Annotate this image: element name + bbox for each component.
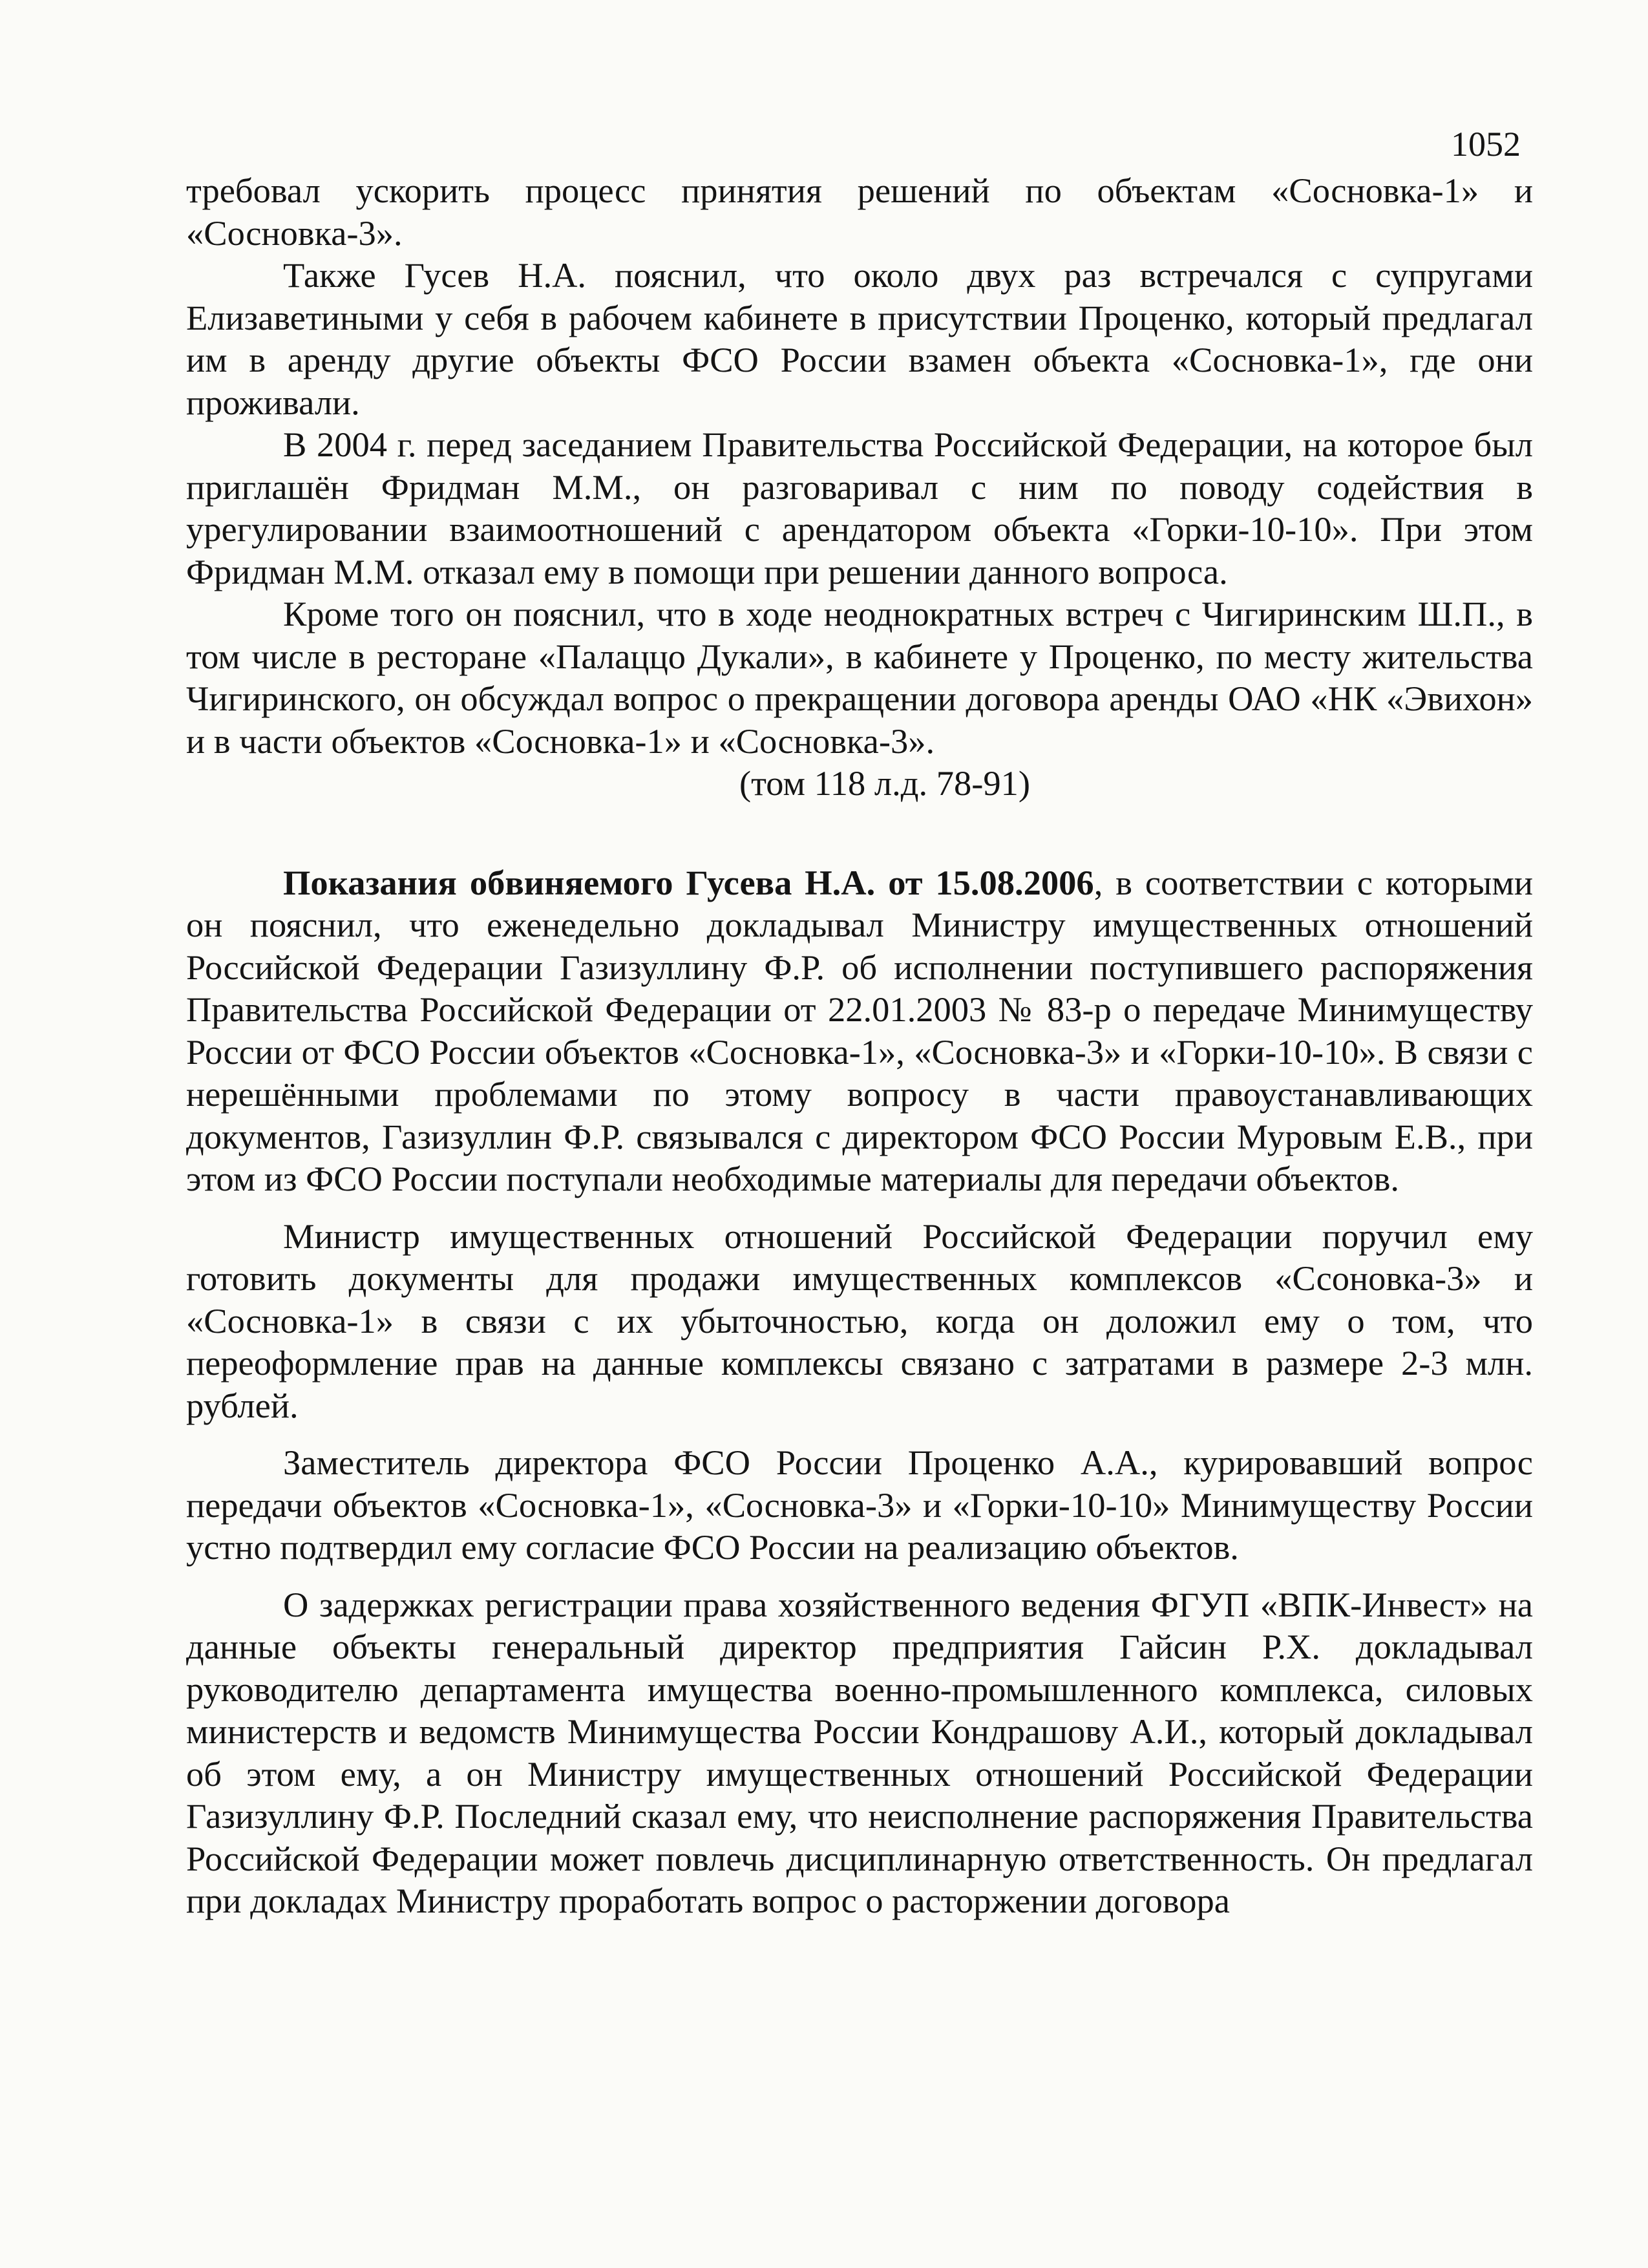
paragraph: Министр имущественных отношений Российской Федерации поручил ему готовить документы для продажи имущественных комплексов «Ссоновка-3» и «Сосновка-1» в связи с их убыточностью, когда он доложил ему о том, что переоформление прав на данные комплексы связано с затратами в размере 2-3 млн. рублей. <box>186 1216 1533 1425</box>
section-spacer <box>186 805 1533 847</box>
page-number: 1052 <box>1451 125 1521 164</box>
paragraph: Также Гусев Н.А. пояснил, что около двух раз встречался с супругами Елизаветиными у себя в рабочем кабинете в присутствии Проценко, который предлагал им в аренду другие объекты ФСО России взамен объекта «Сосновка-1», где они проживали. <box>186 255 1533 422</box>
testimony-text: , в соответствии с которыми он пояснил, что еженедельно докладывал Министру имущественных отношений Российской Федерации Газизуллину Ф.Р. об исполнении поступившего распоряжения Правительства Российской Федерации от 22.01.2003 № 83-р о передаче Минимуществу России от ФСО России объектов «Сосновка-1», «Сосновка-3» и «Горки-10-10». В связи с нерешёнными проблемами по этому вопросу в части правоустанавливающих документов, Газизуллин Ф.Р. связывался с директором ФСО России Муровым Е.В., при этом из ФСО России поступали необходимые материалы для передачи объектов. <box>186 862 1533 1198</box>
paragraph: О задержках регистрации права хозяйственного ведения ФГУП «ВПК-Инвест» на данные объекты генеральный директор предприятия Гайсин Р.Х. докладывал руководителю департамента имущества военно-промышленного комплекса, силовых министерств и ведомств Минимущества России Кондрашову А.И., который докладывал об этом ему, а он Министру имущественных отношений Российской Федерации Газизуллину Ф.Р. Последний сказал ему, что неисполнение распоряжения Правительства Российской Федерации может повлечь дисциплинарную ответственность. Он предлагал при докладах Министру проработать вопрос о расторжении договора <box>186 1584 1533 1920</box>
source-reference: (том 118 л.д. 78-91) <box>739 763 1031 803</box>
paragraph: Заместитель директора ФСО России Проценко А.А., курировавший вопрос передачи объектов «Сосновка-1», «Сосновка-3» и «Горки-10-10» Минимуществу России устно подтвердил ему согласие ФСО России на реализацию объектов. <box>186 1443 1533 1567</box>
paragraph: Кроме того он пояснил, что в ходе неоднократных встреч с Чигиринским Ш.П., в том числе в ресторане «Палаццо Дукали», в кабинете у Проценко, по месту жительства Чигиринского, он обсуждал вопрос о прекращении договора аренды ОАО «НК «Эвихон» и в части объектов «Сосновка-1» и «Сосновка-3». <box>186 594 1533 761</box>
testimony-heading: Показания обвиняемого Гусева Н.А. от 15.08.2006 <box>283 862 1094 902</box>
paragraph: В 2004 г. перед заседанием Правительства Российской Федерации, на которое был приглашён Фридман М.М., он разговаривал с ним по поводу содействия в урегулировании взаимоотношений с арендатором объекта «Горки-10-10». При этом Фридман М.М. отказал ему в помощи при решении данного вопроса. <box>186 425 1533 591</box>
paragraph-continuation: требовал ускорить процесс принятия решений по объектам «Сосновка-1» и «Сосновка-3». <box>186 171 1533 253</box>
testimony-paragraph <box>186 862 1533 1200</box>
document-body <box>186 169 1533 1922</box>
